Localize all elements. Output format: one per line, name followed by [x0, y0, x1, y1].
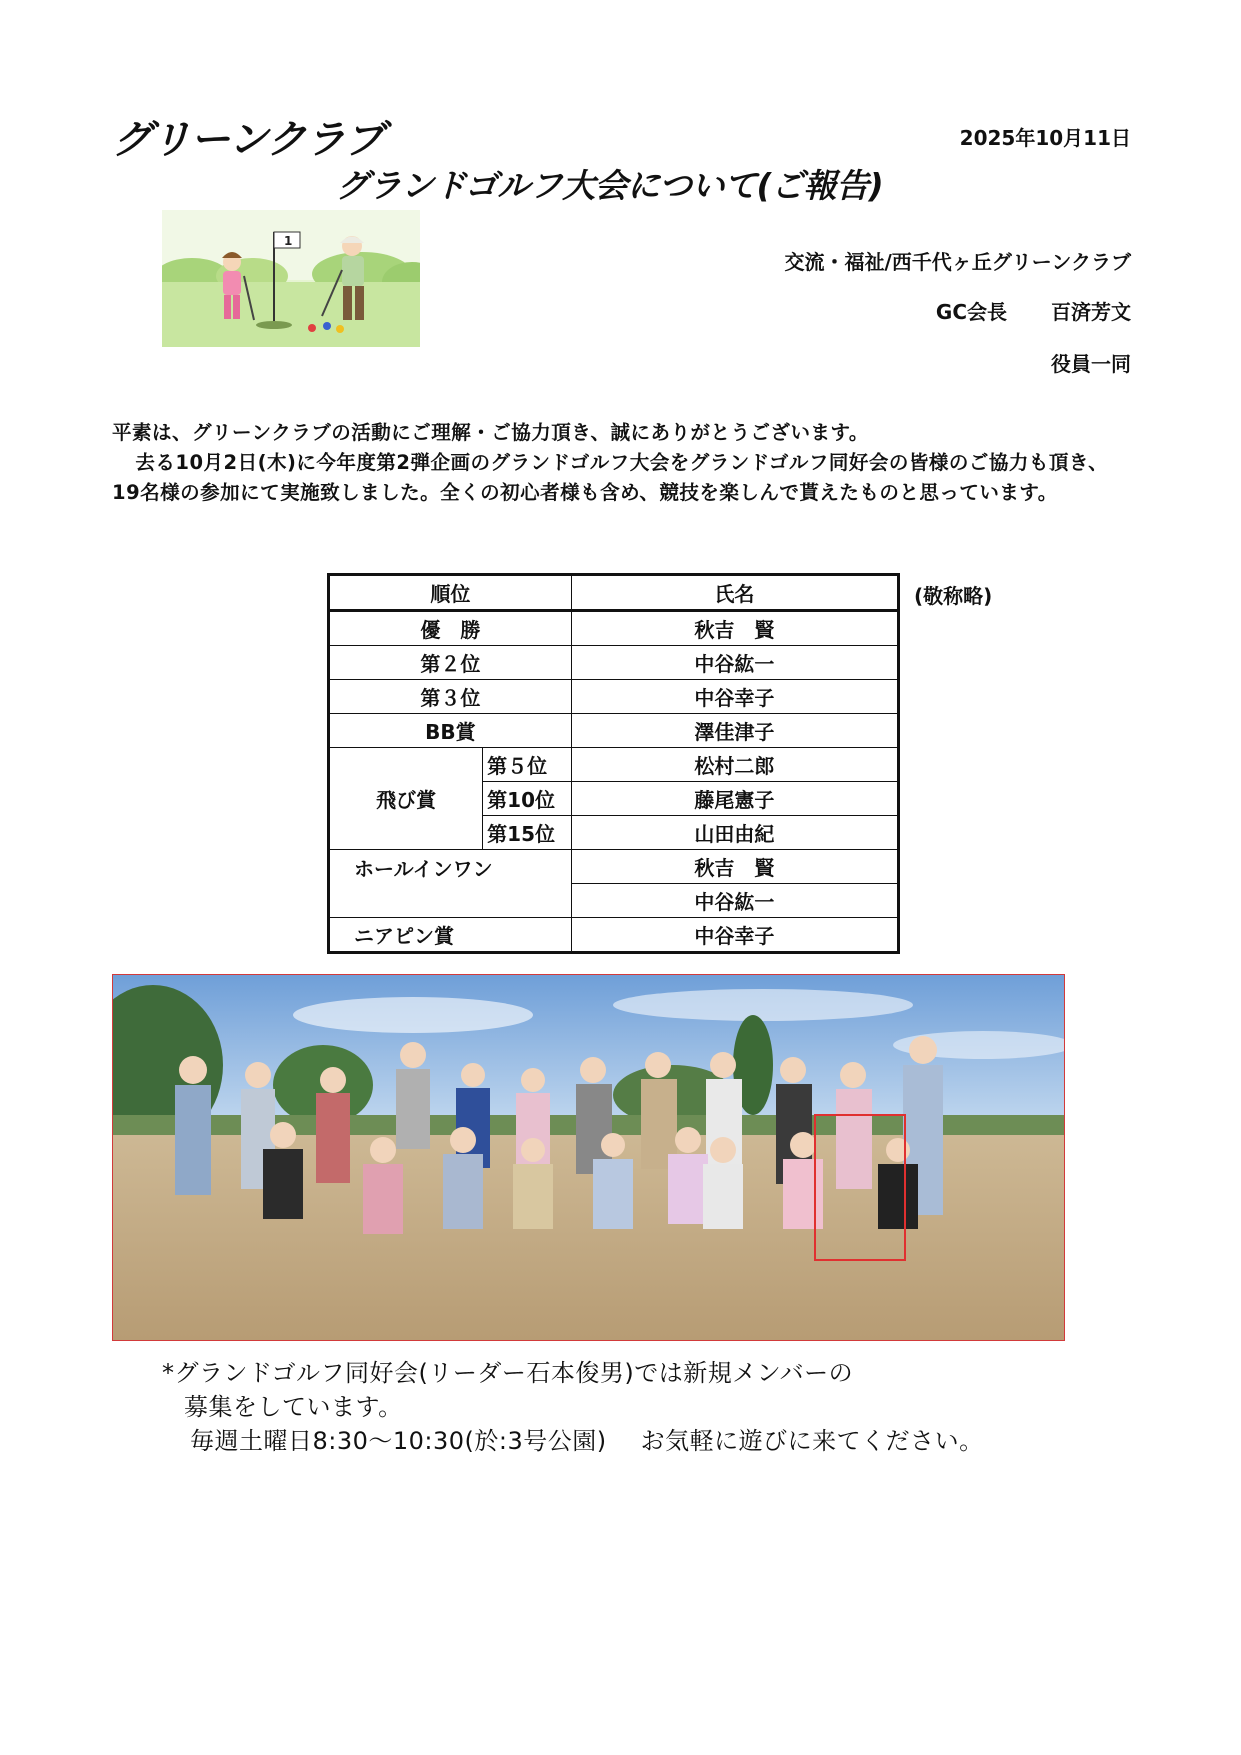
name-cell: 松村二郎	[571, 748, 898, 782]
officers-line: 役員一同	[1051, 352, 1131, 376]
footer-notice	[162, 1356, 984, 1458]
table-row	[329, 680, 899, 714]
name-cell: 秋吉 賢	[571, 611, 898, 646]
report-body	[112, 418, 1132, 508]
organization-name: 交流・福祉/西千代ヶ丘グリーンクラブ	[784, 250, 1131, 274]
table-row	[329, 646, 899, 680]
body-paragraph-2: 去る10月2日(木)に今年度第2弾企画のグランドゴルフ大会をグランドゴルフ同好会の皆様のご協力も頂き、19名様の参加にて実施致しました。全くの初心者様も含め、競技を楽しんで貰えたものと思っています。	[112, 451, 1109, 504]
name-cell: 中谷幸子	[571, 680, 898, 714]
table-row	[329, 714, 899, 748]
rank-cell: 第10位	[483, 782, 572, 816]
tobi-label: 飛び賞	[329, 748, 483, 850]
table-row	[329, 850, 899, 884]
report-date: 2025年10月11日	[959, 126, 1131, 150]
name-cell: 中谷幸子	[571, 918, 898, 953]
invitation-text: お気軽に遊びに来てください。	[640, 1427, 984, 1455]
footer-line-2: 募集をしています。	[184, 1393, 403, 1421]
schedule-text: 毎週土曜日8:30〜10:30(於:3号公園)	[190, 1427, 607, 1455]
footer-line-1: *グランドゴルフ同好会(リーダー石本俊男)では新規メンバーの	[162, 1359, 854, 1387]
group-photo	[112, 974, 1065, 1341]
table-header-row	[329, 575, 899, 611]
golf-illustration	[162, 210, 420, 347]
rank-cell: 第15位	[483, 816, 572, 850]
nearpin-label: ニアピン賞	[329, 918, 572, 953]
rank-cell: 第５位	[483, 748, 572, 782]
report-title: グランドゴルフ大会について(ご報告)	[336, 166, 884, 205]
rank-cell: 第２位	[329, 646, 572, 680]
name-cell: 中谷紘一	[571, 884, 898, 918]
rank-cell: 第３位	[329, 680, 572, 714]
rank-cell: 優 勝	[329, 611, 572, 646]
rank-cell: BB賞	[329, 714, 572, 748]
table-row	[329, 748, 899, 782]
hole-in-one-label: ホールインワン	[329, 850, 572, 918]
name-cell: 藤尾憲子	[571, 782, 898, 816]
name-cell: 澤佳津子	[571, 714, 898, 748]
flag-number: 1	[284, 234, 293, 248]
header-name: 氏名	[571, 575, 898, 611]
chairman-line	[936, 296, 1131, 325]
chairman-name: 百済芳文	[1051, 300, 1131, 324]
club-name: グリーンクラブ	[112, 117, 384, 163]
body-paragraph-1: 平素は、グリーンクラブの活動にご理解・ご協力頂き、誠にありがとうございます。	[112, 421, 869, 444]
chairman-role: GC会長	[935, 300, 1007, 324]
name-cell: 中谷紘一	[571, 646, 898, 680]
results-table	[327, 573, 900, 954]
name-cell: 秋吉 賢	[571, 850, 898, 884]
honorific-note: (敬称略)	[914, 584, 993, 608]
table-row	[329, 611, 899, 646]
table-row	[329, 918, 899, 953]
name-cell: 山田由紀	[571, 816, 898, 850]
header-rank: 順位	[329, 575, 572, 611]
footer-line-3	[162, 1424, 984, 1458]
